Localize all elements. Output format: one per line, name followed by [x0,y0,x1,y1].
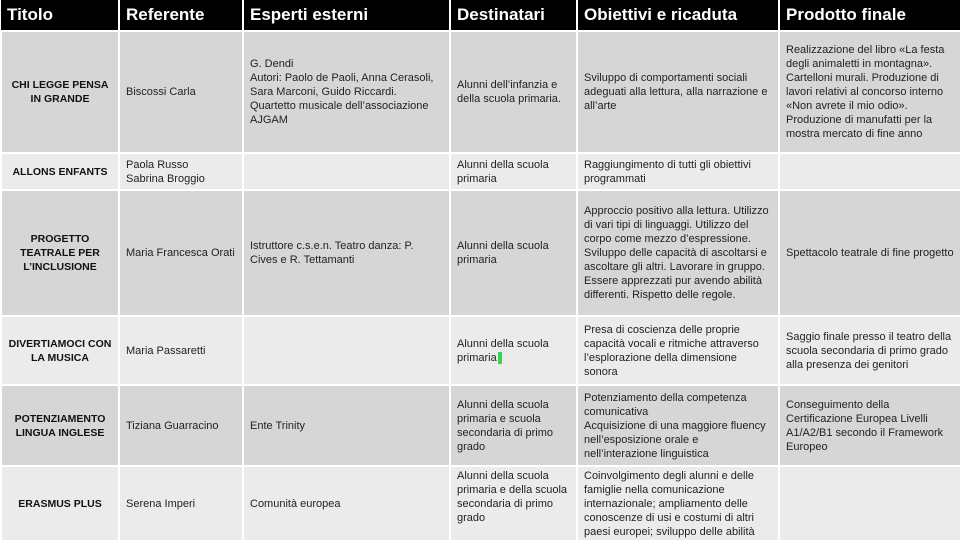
cell-prodotto: Spettacolo teatrale di fine progetto [779,190,960,316]
cell-obiettivi: Approccio positivo alla lettura. Utilizzo di vari tipi di linguaggi. Utilizzo del corpo come mezzo d’espressione. Sviluppo delle capacità di ascoltarsi e ascoltare gli altri. Lavorare in gruppo. Essere apprezzati pur avendo abilità differenti. Rispetto delle regole. [577,190,779,316]
cell-titolo: PROGETTO TEATRALE PER L’INCLUSIONE [1,190,119,316]
cell-esperti: G. Dendi Autori: Paolo de Paoli, Anna Cerasoli, Sara Marconi, Guido Riccardi. Quartetto musicale dell’associazione AJGAM [243,31,450,153]
cell-referente: Tiziana Guarracino [119,385,243,466]
cell-titolo: ALLONS ENFANTS [1,153,119,190]
cell-obiettivi: Presa di coscienza delle proprie capacità vocali e ritmiche attraverso l’esplorazione della dimensione sonora [577,316,779,385]
destinatari-text: Alunni della scuola primaria [457,337,549,364]
destinatari-text: Alunni della scuola primaria e della scuola secondaria di primo grado [457,470,568,524]
cell-referente: Maria Passaretti [119,316,243,385]
text-cursor-highlight [498,352,502,364]
cell-prodotto: Conseguimento della Certificazione Europea Livelli A1/A2/B1 secondo il Framework Europeo [779,385,960,466]
table-row [1,316,960,385]
cell-titolo: CHI LEGGE PENSA IN GRANDE [1,31,119,153]
cell-esperti: Comunità europea [243,466,450,541]
cell-esperti: Ente Trinity [243,385,450,466]
cell-esperti [243,153,450,190]
cell-destinatari [450,316,577,385]
cell-esperti [243,316,450,385]
cell-destinatari: Alunni della scuola primaria [450,153,577,190]
cell-destinatari: Alunni della scuola primaria e scuola secondaria di primo grado [450,385,577,466]
cell-obiettivi: Sviluppo di comportamenti sociali adeguati alla lettura, alla narrazione e all’arte [577,31,779,153]
cell-prodotto: Realizzazione del libro «La festa degli animaletti in montagna». Cartelloni murali. Produzione di lavori relativi al concorso interno «Non avrete il mio odio». Produzione di manufatti per la mostra mercato di fine anno [779,31,960,153]
table-row [1,385,960,466]
header-prodotto-finale: Prodotto finale [779,0,960,31]
cell-titolo: ERASMUS PLUS [1,466,119,541]
cell-titolo: DIVERTIAMOCI CON LA MUSICA [1,316,119,385]
cell-prodotto [779,153,960,190]
header-destinatari: Destinatari [450,0,577,31]
cell-prodotto [779,466,960,541]
table-row [1,190,960,316]
header-titolo: Titolo [1,0,119,31]
header-obiettivi: Obiettivi e ricaduta [577,0,779,31]
header-esperti-esterni: Esperti esterni [243,0,450,31]
cell-prodotto: Saggio finale presso il teatro della scuola secondaria di primo grado alla presenza dei genitori [779,316,960,385]
cell-destinatari: Alunni dell’infanzia e della scuola primaria. [450,31,577,153]
cell-referente: Maria Francesca Orati [119,190,243,316]
header-row [1,0,960,31]
cell-referente: Biscossi Carla [119,31,243,153]
table-row [1,466,960,541]
table-row [1,153,960,190]
table-row [1,31,960,153]
cell-destinatari: Alunni della scuola primaria [450,190,577,316]
cell-destinatari [450,466,577,541]
cell-esperti: Istruttore c.s.e.n. Teatro danza: P. Cives e R. Tettamanti [243,190,450,316]
header-referente: Referente [119,0,243,31]
cell-referente: Paola Russo Sabrina Broggio [119,153,243,190]
cell-obiettivi: Potenziamento della competenza comunicativa Acquisizione di una maggiore fluency nell’esposizione orale e nell’interazione linguistica [577,385,779,466]
cell-titolo: POTENZIAMENTO LINGUA INGLESE [1,385,119,466]
cell-obiettivi [577,466,779,541]
cell-referente: Serena Imperi [119,466,243,541]
obiettivi-text: Coinvolgimento degli alunni e delle famiglie nella comunicazione internazionale; ampliamento delle conoscenze di usi e costumi di altri paesi europei; sviluppo delle abilità [584,470,755,538]
cell-obiettivi: Raggiungimento di tutti gli obiettivi programmati [577,153,779,190]
